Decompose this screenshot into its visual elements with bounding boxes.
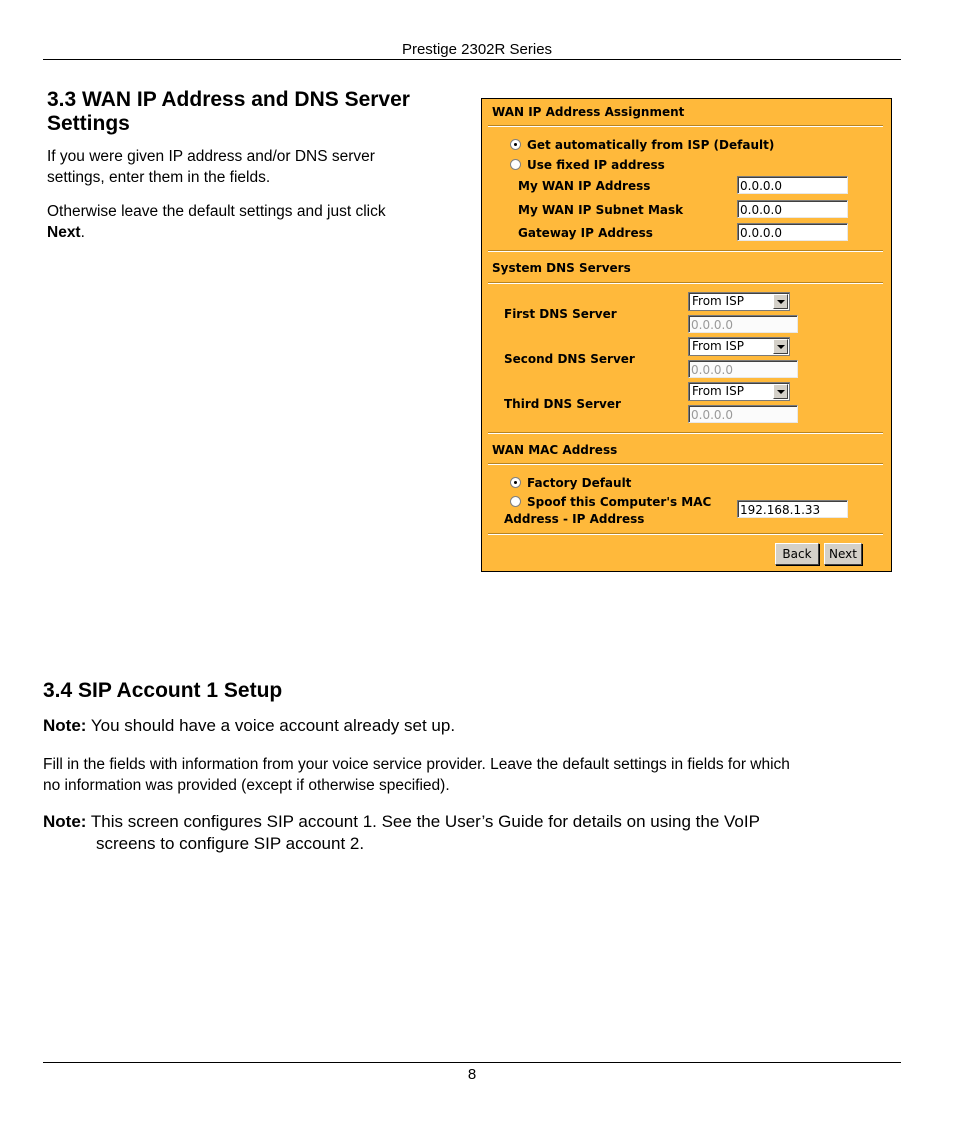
radio-spoof-mac[interactable] bbox=[510, 496, 521, 507]
radio-get-auto-label: Get automatically from ISP (Default) bbox=[527, 138, 775, 152]
first-dns-select-value: From ISP bbox=[692, 294, 744, 308]
radio-spoof-mac-label: Spoof this Computer's MAC bbox=[527, 495, 712, 509]
subnet-mask-label: My WAN IP Subnet Mask bbox=[518, 203, 684, 217]
section-3-4-heading: 3.4 SIP Account 1 Setup bbox=[43, 679, 283, 702]
radio-factory-default-label: Factory Default bbox=[527, 476, 632, 490]
second-dns-select-value: From ISP bbox=[692, 339, 744, 353]
para1-line1: If you were given IP address and/or DNS server bbox=[47, 148, 375, 165]
next-button[interactable]: Next bbox=[824, 543, 862, 565]
section-3-3-para2 bbox=[47, 201, 386, 243]
first-dns-label: First DNS Server bbox=[504, 307, 617, 321]
note-sip-account bbox=[43, 811, 913, 855]
wan-ip-assignment-title: WAN IP Address Assignment bbox=[492, 105, 685, 119]
note-voice-account bbox=[43, 715, 455, 737]
running-header: Prestige 2302R Series bbox=[401, 41, 553, 58]
note-label: Note: bbox=[43, 812, 87, 831]
back-button[interactable]: Back bbox=[775, 543, 819, 565]
radio-factory-default[interactable] bbox=[510, 477, 521, 488]
note-text: You should have a voice account already set up. bbox=[86, 716, 456, 735]
section-3-4-para bbox=[43, 754, 913, 796]
separator bbox=[488, 251, 883, 252]
page-number: 8 bbox=[467, 1066, 477, 1083]
note-line1: This screen configures SIP account 1. See the User’s Guide for details on using the VoIP bbox=[86, 812, 760, 831]
gateway-ip-label: Gateway IP Address bbox=[518, 226, 653, 240]
note-line2: screens to configure SIP account 2. bbox=[96, 834, 365, 853]
next-emphasis: Next bbox=[47, 224, 81, 241]
subnet-mask-input[interactable]: 0.0.0.0 bbox=[737, 200, 848, 218]
note-label: Note: bbox=[43, 716, 87, 735]
first-dns-select[interactable] bbox=[688, 292, 790, 311]
section-3-3-para1 bbox=[47, 146, 375, 188]
para-line1: Fill in the fields with information from your voice service provider. Leave the default settings in fields for which bbox=[43, 756, 790, 773]
separator bbox=[488, 126, 883, 127]
second-dns-select[interactable] bbox=[688, 337, 790, 356]
separator bbox=[488, 433, 883, 434]
radio-get-auto[interactable] bbox=[510, 139, 521, 150]
third-dns-select[interactable] bbox=[688, 382, 790, 401]
second-dns-label: Second DNS Server bbox=[504, 352, 635, 366]
para-line2: no information was provided (except if otherwise specified). bbox=[43, 777, 450, 794]
system-dns-title: System DNS Servers bbox=[492, 261, 631, 275]
third-dns-input: 0.0.0.0 bbox=[688, 405, 798, 423]
chevron-down-icon[interactable] bbox=[773, 294, 788, 309]
footer-rule bbox=[43, 1062, 901, 1063]
section-3-3-heading bbox=[47, 88, 410, 136]
third-dns-label: Third DNS Server bbox=[504, 397, 621, 411]
third-dns-select-value: From ISP bbox=[692, 384, 744, 398]
para2-line1: Otherwise leave the default settings and just click bbox=[47, 203, 386, 220]
my-wan-ip-label: My WAN IP Address bbox=[518, 179, 651, 193]
radio-fixed-ip[interactable] bbox=[510, 159, 521, 170]
radio-spoof-mac-label-2: Address - IP Address bbox=[504, 512, 645, 526]
second-dns-input: 0.0.0.0 bbox=[688, 360, 798, 378]
radio-fixed-ip-label: Use fixed IP address bbox=[527, 158, 665, 172]
my-wan-ip-input[interactable]: 0.0.0.0 bbox=[737, 176, 848, 194]
spoof-ip-input[interactable]: 192.168.1.33 bbox=[737, 500, 848, 518]
wan-mac-title: WAN MAC Address bbox=[492, 443, 618, 457]
gateway-ip-input[interactable]: 0.0.0.0 bbox=[737, 223, 848, 241]
separator bbox=[488, 534, 883, 535]
chevron-down-icon[interactable] bbox=[773, 339, 788, 354]
header-rule bbox=[43, 59, 901, 60]
heading-line1: 3.3 WAN IP Address and DNS Server bbox=[47, 88, 410, 111]
separator bbox=[488, 283, 883, 284]
heading-line2: Settings bbox=[47, 112, 130, 135]
chevron-down-icon[interactable] bbox=[773, 384, 788, 399]
para2-end: . bbox=[80, 224, 85, 241]
separator bbox=[488, 464, 883, 465]
para1-line2: settings, enter them in the fields. bbox=[47, 169, 271, 186]
wan-settings-dialog bbox=[481, 98, 892, 572]
first-dns-input: 0.0.0.0 bbox=[688, 315, 798, 333]
